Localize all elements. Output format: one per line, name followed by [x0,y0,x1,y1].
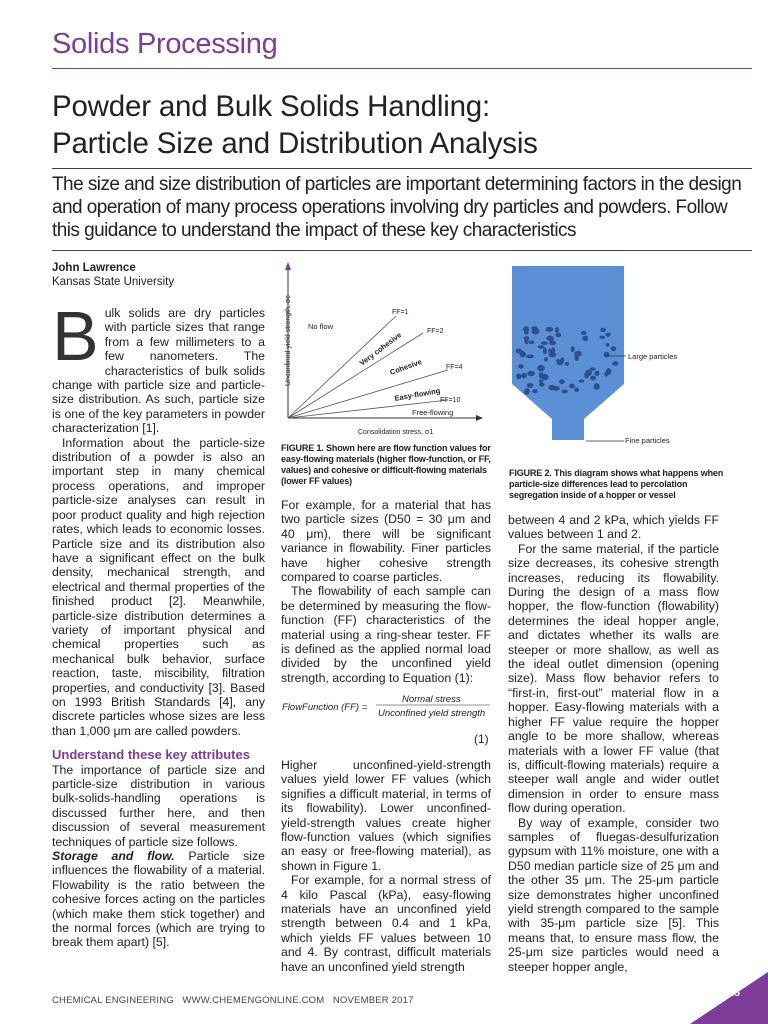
col1-paragraph-3: The importance of particle size and particle-size distribution in various bulk-solids-handling operations is discussed further here, and then discussion of several measurement techniques of particle size follows. [52,762,265,849]
large-particle [556,359,561,362]
x-axis-arrow [476,415,483,421]
large-particle [574,388,579,392]
large-particle [537,365,545,372]
large-particle [605,333,610,337]
large-particle [555,327,559,333]
large-particle [529,341,535,345]
col1-paragraph-4 [52,849,265,950]
article-title [52,88,742,162]
equation-numerator: Normal stress [402,694,461,705]
title-line-2: Particle Size and Distribution Analysis [52,127,538,160]
col2-paragraph-1: For example, for a material that has two particle sizes (D50 = 30 μm and 40 μm), there will be significant variance in flowability. Finer particles have higher cohesive strength compared to coarse particles. [281,498,491,585]
large-particle [594,383,600,390]
large-particle [539,383,545,387]
large-particle [539,380,543,383]
run-in-head: Storage and flow. [52,849,175,864]
figure-2-diagram [506,262,706,462]
drop-cap: B [52,297,99,375]
large-particle [584,336,588,341]
figure-1-caption: FIGURE 1. Shown here are flow function values for easy-flowing materials (higher flow-function, or FF, values) and cohesive or difficult-flowing materials (lower FF values) [281,443,491,486]
large-particle [524,388,530,394]
easy-flowing-label: Easy-flowing [393,386,441,403]
y-axis-label: Unconfined yield strength, σc [285,295,292,386]
large-particle [539,372,544,378]
large-particle [600,328,606,332]
large-particle [579,379,585,382]
very-cohesive-label: Very cohesive [357,330,404,368]
equation-1 [282,692,492,720]
column-3 [508,513,719,974]
ff1-label: FF=1 [392,309,409,316]
article-dek: The size and size distribution of particles are important determining factors in the design and operation of many process operations involving dry particles and powders. Follow this guidance to understand the impact of these key characteristics [52,174,742,241]
subheading-key-attributes: Understand these key attributes [52,747,250,763]
large-particle [571,346,575,352]
large-particle [526,355,534,359]
column-1 [52,297,265,950]
large-particle [531,326,537,330]
large-particle [581,331,587,335]
equation-lhs: FlowFunction (FF) = [282,702,368,713]
large-particle [524,330,528,334]
author-affiliation: Kansas State University [52,276,175,288]
large-particle [590,376,596,381]
large-particle [543,348,547,354]
large-particle [595,371,600,376]
large-particle [516,374,522,380]
no-flow-label: No flow [308,322,334,331]
equation-number: (1) [474,732,489,746]
figure-1-chart [278,258,490,440]
large-particle [555,333,561,338]
large-particle [527,383,534,388]
large-particle [549,340,556,345]
ff2-label: FF=2 [427,328,444,335]
large-particle [553,386,560,391]
col1-p4-text: Particle size influences the flowability of a material. Flowability is the ratio between the cohesive forces acting on the particles (which make them stick together) and the normal forces (which are trying to break them apart) [5]. [52,849,265,950]
title-line-1: Powder and Bulk Solids Handling: [52,90,491,123]
title-rule [52,168,752,169]
large-particles-label: Large particles [628,352,678,361]
large-particle [546,327,554,332]
page-number: 55 [728,988,740,999]
figure-2-caption: FIGURE 2. This diagram shows what happens when particle-size differences lead to percolation segregation inside of a hopper or vessel [509,468,724,500]
large-particle [606,343,610,347]
large-particle [559,379,565,384]
col2-paragraph-3: Higher unconfined-yield-strength values yield lower FF values (which signifies a difficult material, in terms of its flowability). Lower unconfined-yield-strength values create higher flow-function values (which signifies an easy or free-flowing material), as shown in Figure 1. [281,758,491,873]
large-particle [527,371,535,376]
y-axis-arrow [285,262,291,270]
section-rule [52,68,752,69]
ff10-label: FF=10 [440,397,461,404]
cohesive-label: Cohesive [388,357,424,377]
column-2-continued [281,758,491,974]
col3-paragraph-2: For the same material, if the particle size decreases, its cohesive strength increases, reducing its flowability. During the design of a mass flow hopper, the flow-function (flowability) determines the ideal hopper angle, and dictates whether its walls are steeper or more shallow, as well as the ideal outlet dimension (opening size). Mass flow behavior refers to “first-in, first-out” material flow in a hopper. Easy-flowing materials with a higher FF value require the hopper angle to be more shallow, whereas materials with a lower FF value (that is, difficult-flowing materials) require a steeper wall angle and wider outlet dimension in order to ensure mass flow during operation. [508,541,719,816]
large-particle [599,336,605,339]
large-particle [574,351,581,355]
dek-rule [52,250,752,251]
large-particle [585,370,592,376]
col2-paragraph-4: For example, for a normal stress of 4 kilo Pascal (kPa), easy-flowing materials have an unconfined yield strength between 0.4 and 1 kPa, which yields FF values between 10 and 4. By contrast, difficult materials have an unconfined yield strength [281,873,491,974]
large-particle [612,361,618,366]
x-axis-label: Consolidation stress, σ1 [358,429,434,436]
large-particle [532,389,538,393]
large-particle [541,341,548,345]
column-2 [281,498,491,685]
large-particle [518,364,524,369]
ff4-label: FF=4 [446,364,463,371]
col1-paragraph-1 [52,297,265,436]
col3-paragraph-3: By way of example, consider two samples of fluegas-desulfurization gypsum with 11% moisture, one with a D50 median particle size of 25 μm and the other 35 μm. The 25-μm particle size demonstrates higher unconfined yield strength compared to the sample with 35-μm particle size [5]. This means that, to ensure mass flow, the 25-μm size particles would need a steeper hopper angle, [508,815,719,974]
page-footer: CHEMICAL ENGINEERING WWW.CHEMENGONLINE.COM NOVEMBER 2017 [52,995,414,1006]
section-title: Solids Processing [52,28,278,60]
large-particle [565,362,569,366]
col3-paragraph-1: between 4 and 2 kPa, which yields FF values between 1 and 2. [508,513,719,542]
author-name: John Lawrence [52,262,136,274]
large-particle [519,350,523,356]
large-particle [521,373,527,378]
large-particle [575,355,579,361]
large-particle [604,372,608,377]
large-particle [525,339,529,345]
col1-p1-text: ulk solids are dry particles with particle sizes that range from a few millimeters to a few nanometers. The characteristics of bulk solids change with particle size and particle-size distribution. As such, particle size is one of the key parameters in powder characterization [1]. [52,306,265,436]
col2-paragraph-2: The flowability of each sample can be determined by measuring the flow-function (FF) characteristics of the material using a ring-shear tester. FF is defined as the applied normal load divided by the unconfined yield strength, according to Equation (1): [281,584,491,685]
large-particle [569,384,575,389]
equation-denominator: Unconfined yield strength [378,708,486,719]
large-particle [546,336,554,341]
line-ff-1 [288,316,396,418]
large-particle [611,346,617,351]
large-particle [562,390,568,394]
large-particle [549,352,557,357]
fine-particles-label: Fine particles [625,436,670,445]
large-particle [538,345,545,349]
large-particle [604,352,610,358]
col1-paragraph-2: Information about the particle-size distribution of a powder is also an important step in many chemical process operations, and improper particle-size analyses can result in poor product quality and high rejection rates, which leads to economic losses. Particle size and its distribution also have a significant effect on the bulk density, mechanical strength, and electrical and thermal properties of the finished product [2]. Meanwhile, particle-size distribution determines a variety of important physical and chemical properties such as mechanical bulk behavior, surface reaction, taste, miscibility, filtration properties, and conductivity [3]. Based on 1993 British Standards [4], any discrete particles whose sizes are less than 1,000 μm are called powders. [52,435,265,738]
large-particle [544,357,548,361]
free-flowing-label: Free-flowing [412,408,454,417]
